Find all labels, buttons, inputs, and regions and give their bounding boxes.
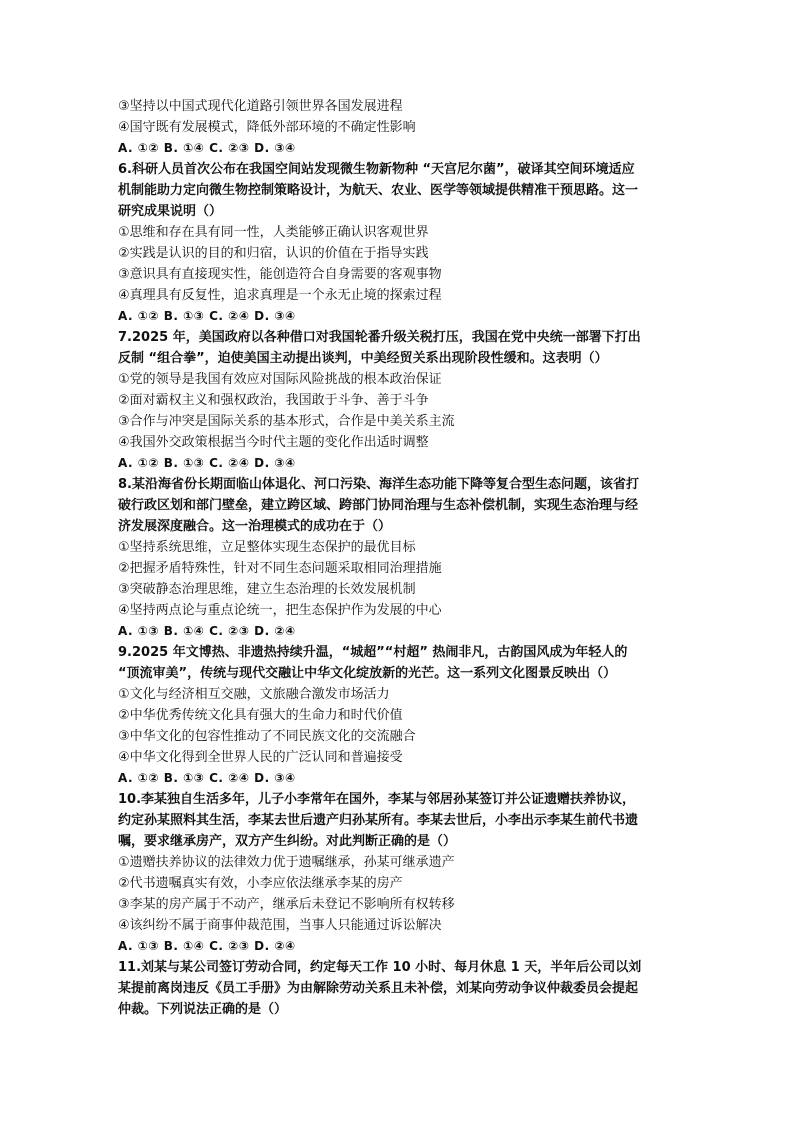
option-statement-line: ①坚持系统思维，立足整体实现生态保护的最优目标 [118,540,416,555]
question-text-line: 11.刘某与某公司签订劳动合同，约定每天工作 10 小时、每月休息 1 天，半年后公司以刘 [118,960,642,975]
answer-choices-line: A. ①② B. ①④ C. ②③ D. ③④ [118,141,296,155]
option-statement-line: ④中华文化得到全世界人民的广泛认同和普遍接受 [118,750,403,765]
option-statement-line: ②中华优秀传统文化具有强大的生命力和时代价值 [118,708,403,723]
exam-page [118,96,678,1020]
option-statement-line: ④我国外交政策根据当今时代主题的变化作出适时调整 [118,435,429,450]
option-statement-line: ③突破静态治理思维，建立生态治理的长效发展机制 [118,582,416,597]
question-text-line: 机制能助力定向微生物控制策略设计，为航天、农业、医学等领域提供精准干预思路。这一 [118,183,639,198]
question-text-line: 9.2025 年文博热、非遗热持续升温，“城超”“村超” 热闹非凡，古韵国风成为年轻人的 [118,645,628,660]
question-text-line: 7.2025 年，美国政府以各种借口对我国轮番升级关税打压，我国在党中央统一部署下打出 [118,330,641,345]
question-text-line: 嘱，要求继承房产，双方产生纠纷。对此判断正确的是（） [118,834,457,849]
question-text-line: 研究成果说明（） [118,204,223,219]
option-statement-line: ②实践是认识的目的和归宿，认识的价值在于指导实践 [118,246,429,261]
option-statement-line: ③意识具有直接现实性，能创造符合自身需要的客观事物 [118,267,442,282]
option-statement-line: ①遗赠扶养协议的法律效力优于遗嘱继承，孙某可继承遗产 [118,855,455,870]
answer-choices-line: A. ①③ B. ①④ C. ②③ D. ②④ [118,624,296,638]
option-statement-line: ④真理具有反复性，追求真理是一个永无止境的探索过程 [118,288,442,303]
answer-choices-line: A. ①② B. ①③ C. ②④ D. ③④ [118,309,296,323]
question-text-line: “顶流审美”，传统与现代交融让中华文化绽放新的光芒。这一系列文化图景反映出（） [118,666,617,681]
option-statement-line: ①文化与经济相互交融，文旅融合激发市场活力 [118,687,390,702]
option-statement-line: ①思维和存在具有同一性，人类能够正确认识客观世界 [118,225,429,240]
question-text-line: 仲裁。下列说法正确的是（） [118,1002,288,1017]
question-text-line: 反制 “组合拳”，迫使美国主动提出谈判，中美经贸关系出现阶段性缓和。这表明（） [118,351,608,366]
question-text-line: 6.科研人员首次公布在我国空间站发现微生物新物种 “天宫尼尔菌”，破译其空间环境适应 [118,162,635,177]
option-statement-line: ②把握矛盾特殊性，针对不同生态问题采取相同治理措施 [118,561,442,576]
answer-choices-line: A. ①③ B. ①④ C. ②③ D. ②④ [118,939,296,953]
question-text-line: 破行政区划和部门壁垒，建立跨区域、跨部门协同治理与生态补偿机制，实现生态治理与经 [118,498,639,513]
option-statement-line: ③坚持以中国式现代化道路引领世界各国发展进程 [118,99,403,114]
option-statement-line: ③合作与冲突是国际关系的基本形式，合作是中美关系主流 [118,414,455,429]
question-text-line: 10.李某独自生活多年，儿子小李常年在国外，李某与邻居孙某签订并公证遗赠扶养协议， [118,792,636,807]
option-statement-line: ③中华文化的包容性推动了不同民族文化的交流融合 [118,729,416,744]
option-statement-line: ④国守既有发展模式，降低外部环境的不确定性影响 [118,120,416,135]
option-statement-line: ③李某的房产属于不动产，继承后未登记不影响所有权转移 [118,897,455,912]
question-text-line: 济发展深度融合。这一治理模式的成功在于（） [118,519,392,534]
option-statement-line: ②代书遗嘱真实有效，小李应依法继承李某的房产 [118,876,403,891]
question-text-line: 约定孙某照料其生活，李某去世后遗产归孙某所有。李某去世后，小李出示李某生前代书遗 [118,813,639,828]
option-statement-line: ①党的领导是我国有效应对国际风险挑战的根本政治保证 [118,372,442,387]
question-text-line: 8.某沿海省份长期面临山体退化、河口污染、海洋生态功能下降等复合型生态问题，该省打 [118,477,639,492]
option-statement-line: ④坚持两点论与重点论统一，把生态保护作为发展的中心 [118,603,442,618]
option-statement-line: ④该纠纷不属于商事仲裁范围，当事人只能通过诉讼解决 [118,918,442,933]
option-statement-line: ②面对霸权主义和强权政治，我国敢于斗争、善于斗争 [118,393,429,408]
question-text-line: 某提前离岗违反《员工手册》为由解除劳动关系且未补偿，刘某向劳动争议仲裁委员会提起 [118,981,639,996]
answer-choices-line: A. ①② B. ①③ C. ②④ D. ③④ [118,456,296,470]
answer-choices-line: A. ①② B. ①③ C. ②④ D. ③④ [118,771,296,785]
